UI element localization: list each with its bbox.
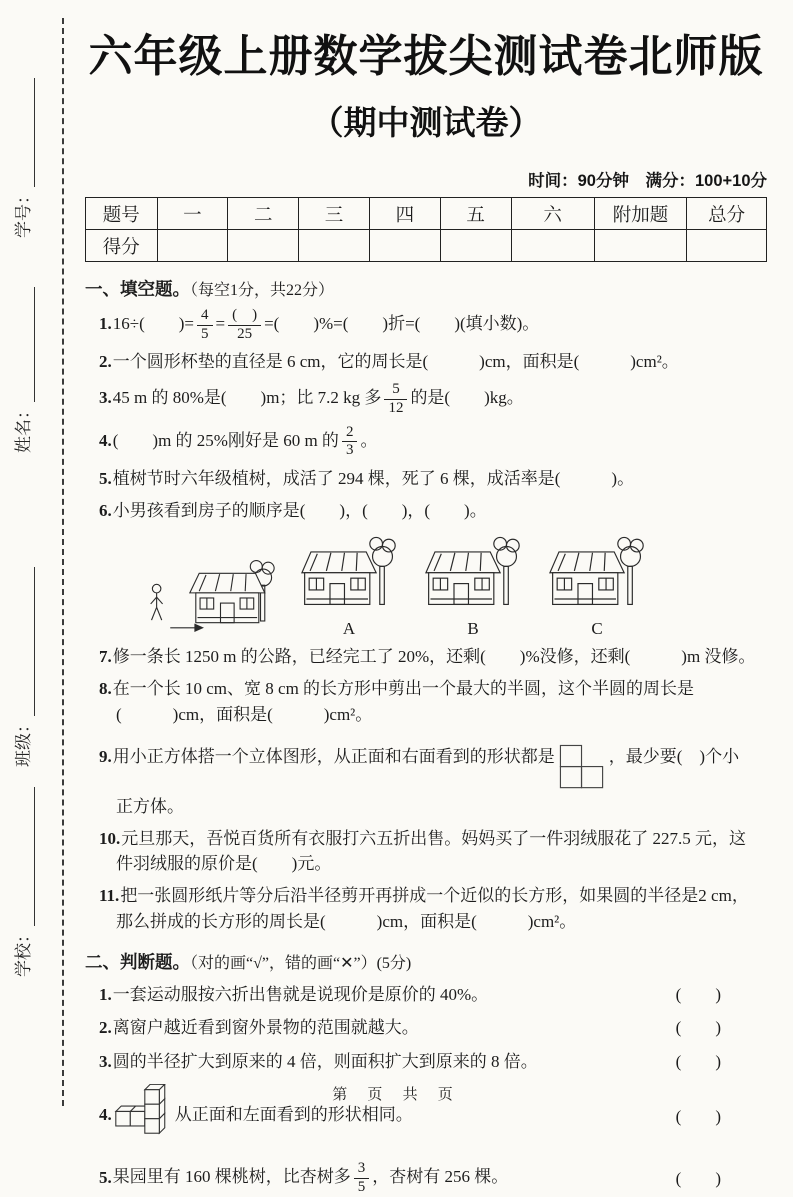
- student-number-field: [14, 78, 40, 238]
- fold-line: [62, 18, 64, 1106]
- score-col-2: 二: [228, 198, 299, 230]
- score-col-3: 三: [299, 198, 370, 230]
- boy-walking-house-icon: [143, 554, 275, 636]
- score-cell: [511, 230, 594, 262]
- house-c-icon: [547, 532, 647, 618]
- score-col-extra: 附加题: [594, 198, 687, 230]
- score-cell: [594, 230, 687, 262]
- student-name-field: [14, 287, 40, 453]
- score-col-1: 一: [157, 198, 228, 230]
- house-c-figure: [547, 532, 647, 639]
- answer-parentheses: ( ): [675, 1018, 721, 1038]
- fraction-4-5: $\frac{4}{5}$: [197, 307, 213, 343]
- fraction-5-12: $\frac{5}{12}$: [384, 381, 407, 417]
- score-cell: [228, 230, 299, 262]
- school-label: 学校：: [14, 926, 33, 977]
- fraction-blank-25: $\frac{( )}{25}$: [228, 307, 261, 343]
- fill-q2: 2.一个圆形杯垫的直径是 6 cm，它的周长是( )cm，面积是( )cm²。: [99, 352, 679, 372]
- fraction-3-5: $\frac{3}{5}$: [354, 1160, 370, 1196]
- school-field: [14, 787, 40, 977]
- fill-q4: 4.( )m 的 25%刚好是 60 m 的 $\frac{2}{3}$ 。: [99, 423, 378, 459]
- score-table-header-row: [86, 198, 767, 230]
- score-row-label: 得分: [86, 230, 158, 262]
- score-cell: [440, 230, 511, 262]
- house-label-c: C: [591, 618, 603, 638]
- fill-q5: 5.植树节时六年级植树，成活了 294 棵，死了 6 棵，成活率是( )。: [99, 468, 635, 488]
- score-table: [85, 197, 767, 262]
- class-field: [14, 567, 40, 767]
- page-subtitle: （期中测试卷）: [310, 104, 542, 141]
- fill-q9: 9.用小正方体搭一个立体图形，从正面和右面看到的形状都是 ，最少要( )个小 正方体。: [85, 734, 767, 820]
- house-label-a: A: [342, 618, 356, 638]
- section1-note: （每空1分，共22分）: [190, 282, 335, 299]
- fill-q11: 11.把一张圆形纸片等分后沿半径剪开再拼成一个近似的长方形，如果圆的半径是2 cm， 那么拼成的长方形的周长是( )cm，面积是( )cm²。: [99, 886, 749, 932]
- view-shape-figure: [559, 744, 605, 792]
- class-label: 班级：: [14, 716, 33, 767]
- fill-q8: 8.在一个长 10 cm、宽 8 cm 的长方形中剪出一个最大的半圆，这个半圆的周长是 ( )cm，面积是( )cm²。: [99, 679, 695, 724]
- score-cell: [369, 230, 440, 262]
- fraction-2-3: $\frac{2}{3}$: [342, 424, 358, 460]
- student-number-blank-line: [34, 78, 35, 187]
- score-table-score-row: [86, 230, 767, 262]
- section-judge-heading: [85, 949, 767, 974]
- student-name-blank-line: [34, 287, 35, 402]
- answer-parentheses: ( ): [675, 1168, 721, 1188]
- house-a-figure: [299, 532, 399, 639]
- test-paper: [85, 20, 767, 1197]
- judge-q4: 4. 从正面和左面看到的形状相同。 ( ): [85, 1084, 767, 1148]
- fill-q6: 6.小男孩看到房子的顺序是( )，( )，( )。: [99, 500, 487, 520]
- judge-q1: 1.一套运动服按六折出售就是说现价是原价的 40%。 ( ): [85, 982, 767, 1008]
- house-label-b: B: [467, 618, 479, 638]
- score-cell: [687, 230, 767, 262]
- house-a-icon: [299, 532, 399, 618]
- house-b-icon: [423, 532, 523, 618]
- score-col-total: 总分: [687, 198, 767, 230]
- score-col-4: 四: [369, 198, 440, 230]
- house-b-figure: [423, 532, 523, 639]
- answer-parentheses: ( ): [675, 984, 721, 1004]
- judge-q5: 5.果园里有 160 棵桃树，比杏树多 $\frac{3}{5}$ ，杏树有 256 棵。 ( ): [99, 1160, 721, 1196]
- section2-title: 二、判断题。: [85, 951, 190, 972]
- fill-q7: 7.修一条长 1250 m 的公路，已经完工了 20%，还剩( )%没修，还剩( )m 没修。: [99, 647, 756, 667]
- judge-q2: 2.离窗户越近看到窗外景物的范围就越大。 ( ): [85, 1015, 767, 1041]
- score-cell: [157, 230, 228, 262]
- score-col-5: 五: [440, 198, 511, 230]
- fill-q1: 1.16÷( )= $\frac{4}{5}$ = $\frac{( )}{25}$ =( )%=( )折=( )(填小数)。: [99, 307, 540, 342]
- score-cell: [299, 230, 370, 262]
- student-name-label: 姓名：: [14, 402, 33, 453]
- judge-q3: 3.圆的半径扩大到原来的 4 倍，则面积扩大到原来的 8 倍。 ( ): [85, 1049, 767, 1075]
- school-blank-line: [34, 787, 35, 926]
- section2-note: （对的画“√”，错的画“✕”）(5分): [190, 954, 412, 972]
- section-fill-blanks-heading: [85, 276, 767, 301]
- fill-q3: 3.45 m 的 80%是( )m；比 7.2 kg 多 $\frac{5}{12}$ 的是( )kg。: [99, 381, 524, 416]
- score-col-6: 六: [511, 198, 594, 230]
- time-and-score-info: 时间：90分钟 满分：100+10分: [528, 172, 767, 190]
- page-footer: 第 页 共 页: [332, 1086, 461, 1103]
- fill-q10: 10.元旦那天，吾悦百货所有衣服打六五折出售。妈妈买了一件羽绒服花了 227.5 元，这 件羽绒服的原价是( )元。: [99, 828, 746, 874]
- score-col-header: 题号: [86, 198, 158, 230]
- answer-parentheses: ( ): [675, 1051, 721, 1071]
- houses-figure: [143, 532, 767, 639]
- answer-parentheses: ( ): [675, 1106, 721, 1126]
- section1-title: 一、填空题。: [85, 279, 190, 299]
- student-number-label: 学号：: [14, 187, 33, 238]
- page-title: 六年级上册数学拔尖测试卷北师版: [88, 32, 764, 81]
- class-blank-line: [34, 567, 35, 716]
- boy-and-house-figure: [143, 554, 275, 638]
